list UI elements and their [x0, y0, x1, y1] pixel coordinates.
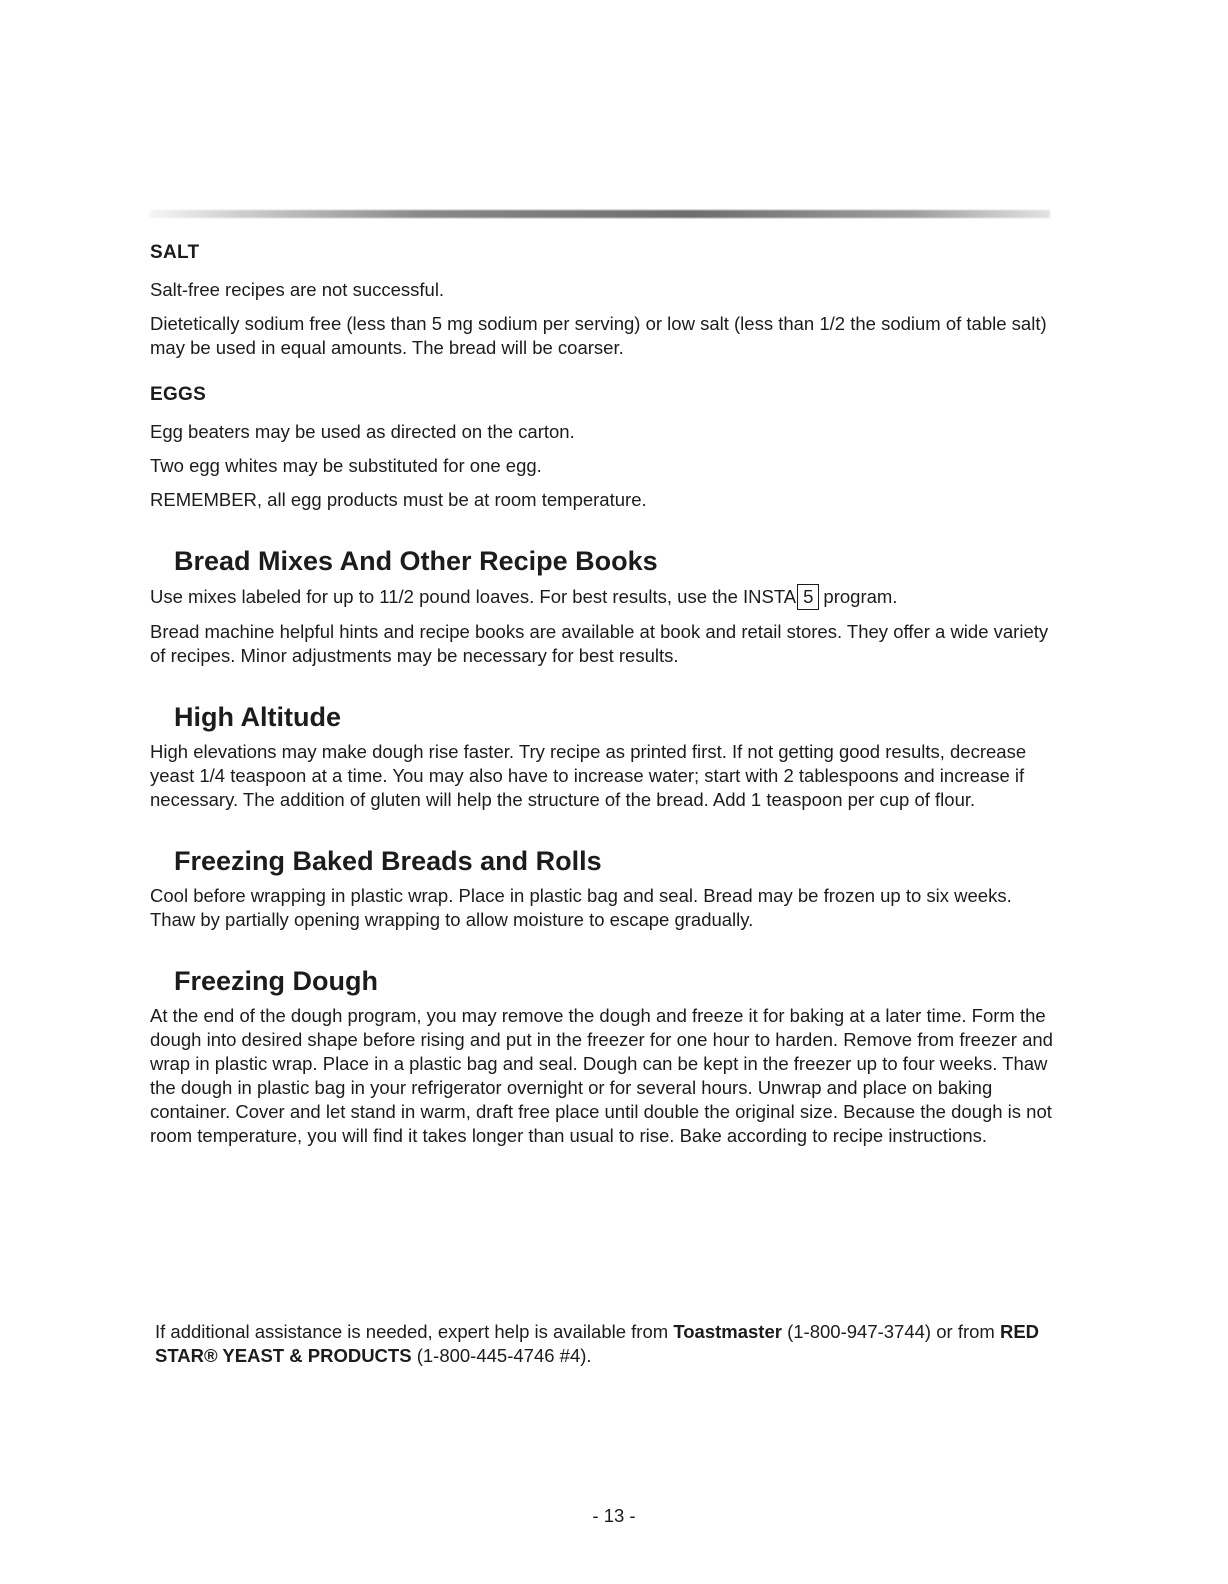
- eggs-paragraph-1: Egg beaters may be used as directed on the carton.: [150, 421, 575, 442]
- page-number: - 13 -: [592, 1505, 636, 1526]
- assistance-note: [155, 1320, 1055, 1368]
- bread-mixes-text-before: Use mixes labeled for up to 11/2 pound loaves. For best results, use the INSTA: [150, 586, 797, 607]
- high-altitude-paragraph: High elevations may make dough rise faster. Try recipe as printed first. If not getting good results, decrease yeast 1/4 teaspoon at a time. You may also have to increase water; start with 2 tablespoons and increase if necessary. The addition of gluten will help the structure of the bread. Add 1 teaspoon per cup of flour.: [150, 741, 1027, 810]
- bread-mixes-paragraph-1: [150, 584, 1060, 610]
- salt-paragraph-1: Salt-free recipes are not successful.: [150, 279, 445, 300]
- top-divider: [150, 210, 1050, 218]
- freezing-dough-paragraph: At the end of the dough program, you may remove the dough and freeze it for baking at a later time. Form the dough into desired shape before rising and put in the freezer for one hour to harden. Remove from freezer and wrap in plastic wrap. Place in a plastic bag and seal. Dough can be kept in the freezer up to four weeks. Thaw the dough in plastic bag in your refrigerator overnight or for several hours. Unwrap and place on baking container. Cover and let stand in warm, draft free place until double the original size. Because the dough is not room temperature, you will find it takes longer than usual to rise. Bake according to recipe instructions.: [150, 1005, 1053, 1146]
- assistance-text-2: (1-800-947-3744) or from: [781, 1321, 1000, 1342]
- salt-paragraph-2: Dietetically sodium free (less than 5 mg sodium per serving) or low salt (less than 1/2 the sodium of table salt) may be used in equal amounts. The bread will be coarser.: [150, 313, 1047, 358]
- assistance-text-3: (1-800-445-4746 #4).: [411, 1345, 592, 1366]
- freezing-breads-heading: Freezing Baked Breads and Rolls: [174, 846, 602, 876]
- eggs-paragraph-2: Two egg whites may be substituted for one egg.: [150, 455, 542, 476]
- brand-red-star: RED STAR® YEAST & PRODUCTS: [155, 1321, 1040, 1366]
- eggs-heading: EGGS: [150, 384, 207, 405]
- eggs-paragraph-3: REMEMBER, all egg products must be at room temperature.: [150, 489, 647, 510]
- high-altitude-heading: High Altitude: [174, 702, 341, 732]
- page-content: [150, 240, 1060, 1158]
- salt-heading: SALT: [150, 242, 200, 263]
- bread-mixes-paragraph-2: Bread machine helpful hints and recipe books are available at book and retail stores. They offer a wide variety of recipes. Minor adjustments may be necessary for best results.: [150, 621, 1049, 666]
- assistance-text-1: If additional assistance is needed, expert help is available from: [155, 1321, 674, 1342]
- brand-toastmaster: Toastmaster: [673, 1321, 782, 1342]
- bread-mixes-text-after: program.: [823, 586, 898, 607]
- bread-mixes-heading: Bread Mixes And Other Recipe Books: [174, 546, 658, 576]
- freezing-dough-heading: Freezing Dough: [174, 966, 378, 996]
- freezing-breads-paragraph: Cool before wrapping in plastic wrap. Place in plastic bag and seal. Bread may be frozen up to six weeks. Thaw by partially opening wrapping to allow moisture to escape gradually.: [150, 885, 1012, 930]
- program-number-box: 5: [797, 584, 819, 610]
